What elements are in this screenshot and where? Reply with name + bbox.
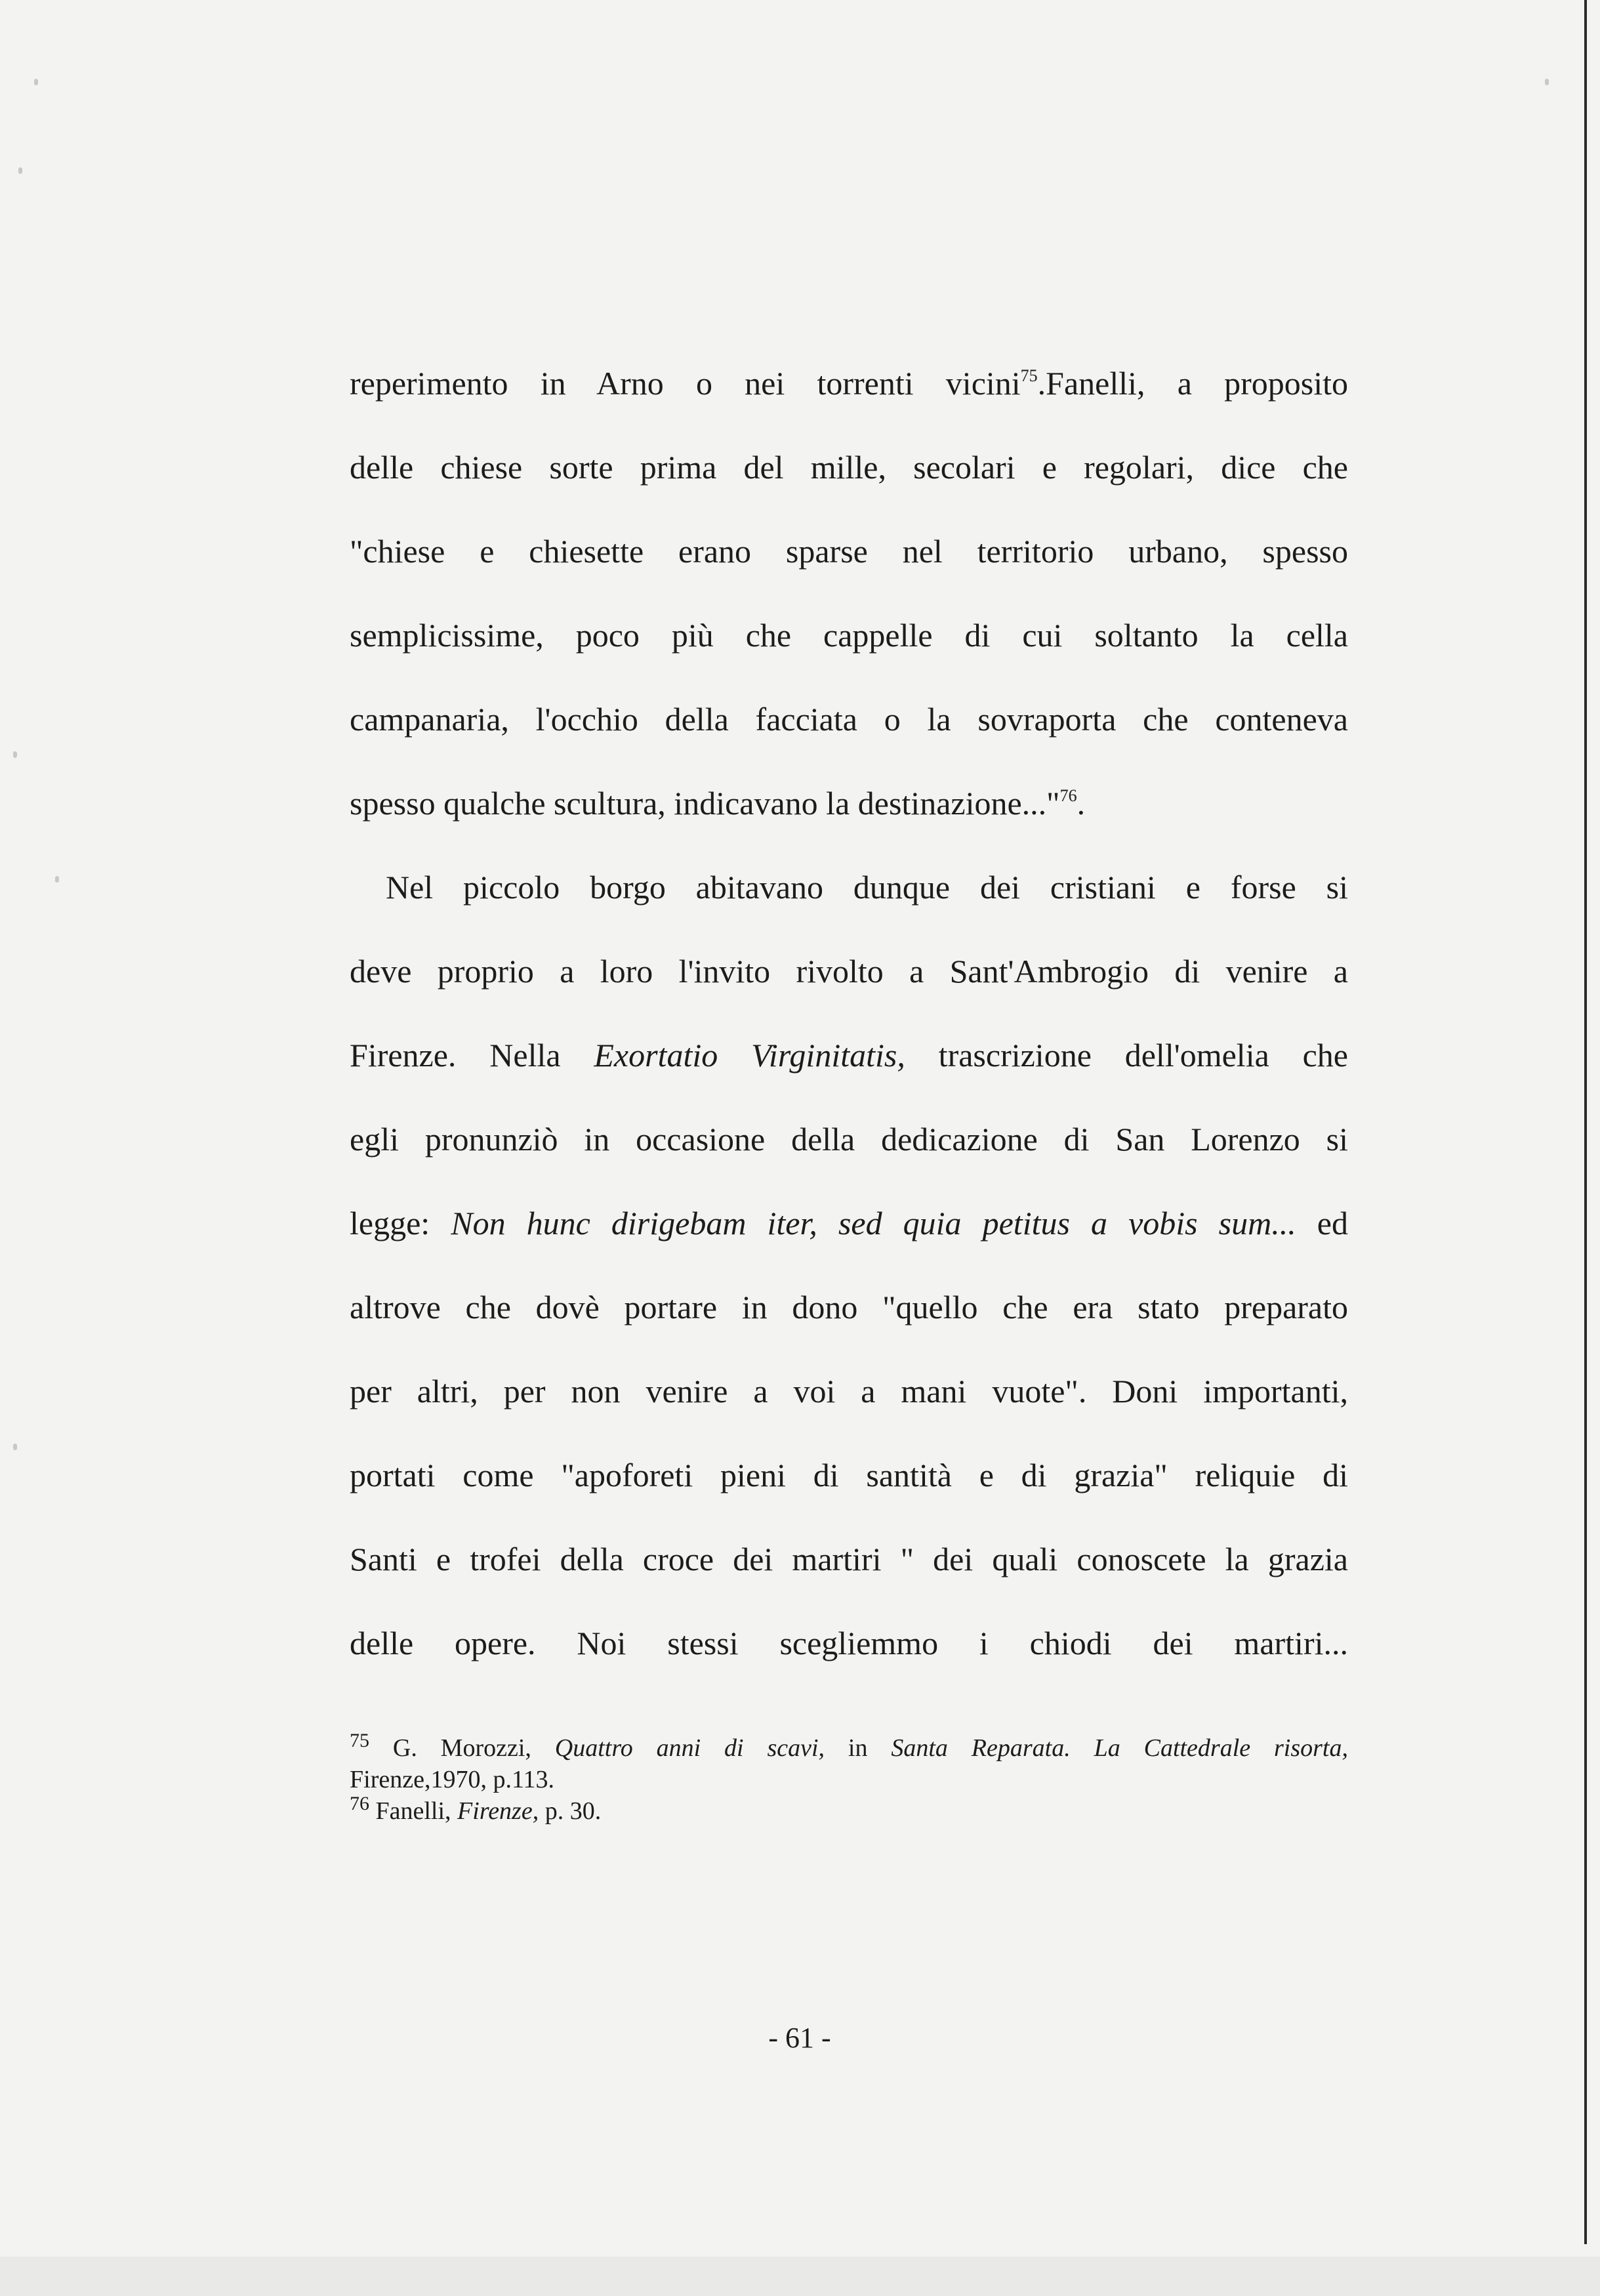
scan-speck	[34, 79, 38, 85]
text-line: deve proprio a loro l'invito rivolto a Sant'Ambrogio di venire a	[350, 953, 1348, 990]
text-line: delle chiese sorte prima del mille, secolari e regolari, dice che	[350, 449, 1348, 486]
scan-speck	[13, 1444, 17, 1450]
footnote-75-continuation: Firenze,1970, p.113.	[350, 1766, 555, 1793]
text-line: altrove che dovè portare in dono "quello che era stato preparato	[350, 1289, 1348, 1325]
text-line: Santi e trofei della croce dei martiri " dei quali conoscete la grazia	[350, 1541, 1348, 1577]
scan-bottom-margin	[0, 2257, 1600, 2296]
text-line: spesso qualche scultura, indicavano la destinazione..."$^{76}$.	[350, 785, 1086, 822]
scan-speck	[1545, 79, 1549, 85]
footnote-75: $^{75}$ G. Morozzi, Quattro anni di scavi, in Santa Reparata. La Cattedrale risorta,	[350, 1730, 1348, 1762]
body-text	[350, 353, 1348, 1697]
text-line: semplicissime, poco più che cappelle di cui soltanto la cella	[350, 617, 1348, 654]
text-line: delle opere. Noi stessi scegliemmo i chiodi dei martiri...	[350, 1625, 1348, 1661]
scan-speck	[55, 876, 59, 883]
text-line: portati come "apoforeti pieni di santità e di grazia" reliquie di	[350, 1457, 1348, 1493]
text-line: egli pronunziò in occasione della dedicazione di San Lorenzo si	[350, 1121, 1348, 1158]
text-line: legge: Non hunc dirigebam iter, sed quia petitus a vobis sum... ed	[350, 1205, 1349, 1242]
scan-speck	[13, 751, 17, 758]
footnote-76: $^{76}$ Fanelli, Firenze, p. 30.	[350, 1793, 602, 1825]
scan-speck	[18, 167, 22, 174]
text-line: Nel piccolo borgo abitavano dunque dei cristiani e forse si	[386, 869, 1348, 906]
italic-title: Exortatio Virginitatis,	[594, 1037, 905, 1074]
page-number: - 61 -	[768, 2022, 831, 2054]
latin-quote: Non hunc dirigebam iter, sed quia petitus a vobis sum...	[451, 1205, 1296, 1242]
text-line: per altri, per non venire a voi a mani vuote". Doni importanti,	[350, 1373, 1348, 1409]
footnotes	[350, 1732, 1348, 1827]
text-line: Firenze. Nella Exortatio Virginitatis, trascrizione dell'omelia che	[350, 1037, 1348, 1074]
text-line: reperimento in Arno o nei torrenti vicini$^{75}$.Fanelli, a proposito	[350, 365, 1348, 402]
footnote-ref: 76	[1059, 786, 1077, 805]
text-line: "chiese e chiesette erano sparse nel territorio urbano, spesso	[350, 533, 1348, 570]
text-line: campanaria, l'occhio della facciata o la sovraporta che conteneva	[350, 701, 1348, 738]
footnote-ref: 75	[1020, 366, 1038, 385]
scan-edge	[1584, 0, 1587, 2244]
